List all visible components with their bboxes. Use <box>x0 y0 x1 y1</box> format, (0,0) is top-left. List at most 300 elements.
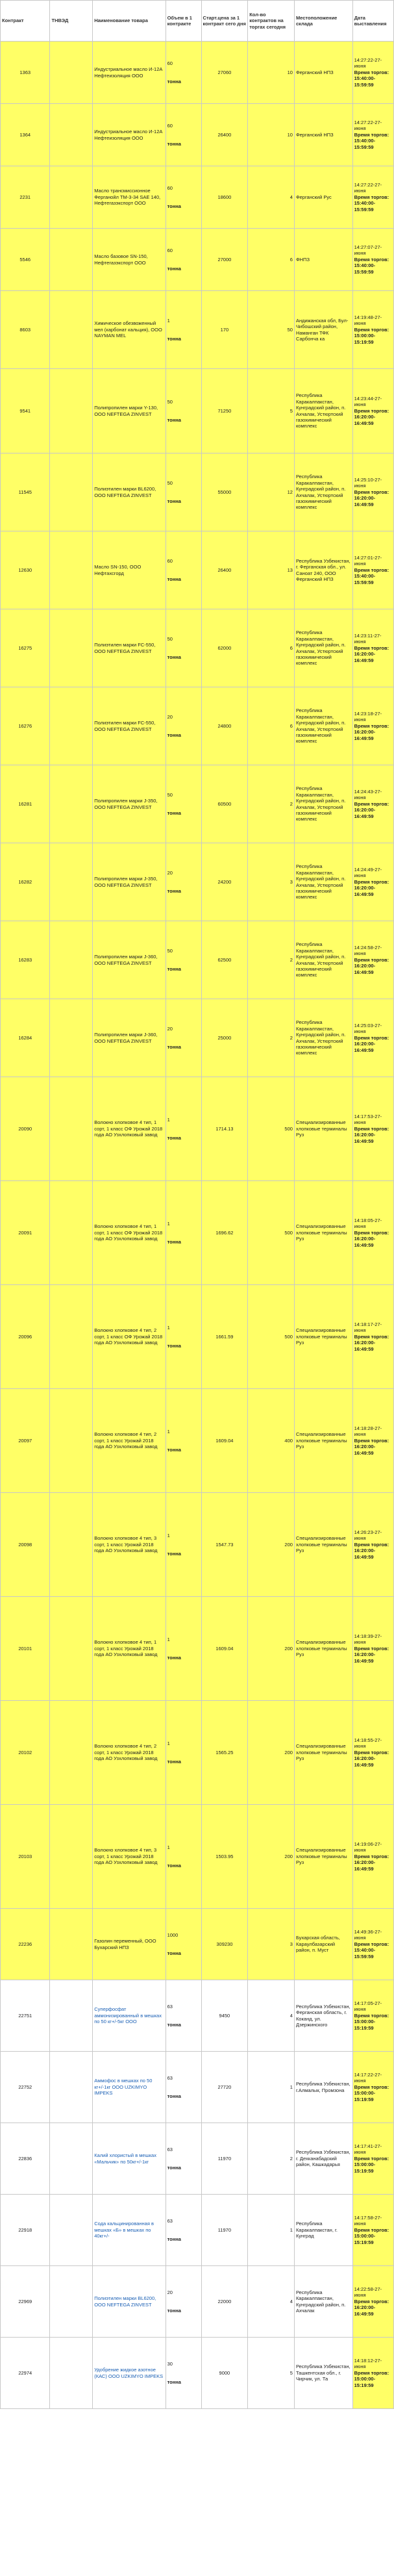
contract-count-value: 10 <box>287 131 293 138</box>
contract-count-value: 500 <box>284 1125 293 1132</box>
trading-time-label: Время торгов: <box>354 131 389 138</box>
trading-time-label: Время торгов: <box>354 1229 389 1236</box>
cell-date <box>352 1701 393 1805</box>
product-name-link[interactable]: Полиэтилен марки BL6200, ООО NEFTEGA ZINVEST <box>94 486 156 498</box>
contract-count-value: 1 <box>289 2226 293 2233</box>
cell-location <box>294 609 352 687</box>
table-row[interactable] <box>1 1181 394 1285</box>
product-name-link[interactable]: Удобрение жидкое азотное (КАС) ООО UZKIMYO IMPEKS <box>94 2367 164 2379</box>
volume-unit: тонна <box>167 498 181 504</box>
start-price-value: 27060 <box>217 69 232 75</box>
contract-count-value: 12 <box>287 489 293 495</box>
table-row[interactable] <box>1 609 394 687</box>
product-name-link[interactable]: Полипропилен марки J-360, ООО NEFTEGA ZINVEST <box>94 954 158 966</box>
cell-start-price <box>201 687 248 765</box>
product-name-link[interactable]: Полиэтилен марки FC-550, ООО NEFTEGA ZINVEST <box>94 642 156 654</box>
listing-datetime: 14:17:53-27-июня <box>354 1113 382 1126</box>
cell-contract <box>1 1597 50 1701</box>
cell-tnved <box>50 1389 93 1493</box>
start-price-value: 1609.04 <box>215 1437 234 1444</box>
product-name-link[interactable]: Полипропилен марки J-350, ООО NEFTEGA ZINVEST <box>94 876 158 888</box>
volume-unit: тонна <box>167 265 181 272</box>
table-row[interactable] <box>1 1493 394 1597</box>
table-row[interactable] <box>1 166 394 229</box>
cell-start-price <box>201 229 248 291</box>
cell-tnved <box>50 843 93 921</box>
trading-time-label: Время торгов: <box>354 2298 389 2304</box>
cell-volume <box>166 1389 201 1493</box>
trading-time-value: 16:20:00-16:49:59 <box>354 1236 376 1248</box>
cell-name[interactable] <box>93 531 166 609</box>
warehouse-location: Республика Узбекистан, г. Ферганская обл., ул. Саноат 240, ООО Ферганский НПЗ <box>295 557 351 582</box>
cell-name[interactable] <box>93 1805 166 1909</box>
volume-value: 1000 <box>167 1932 179 1939</box>
product-name-link[interactable]: Полипропилен марки J-360, ООО NEFTEGA ZINVEST <box>94 1032 158 1044</box>
product-name-link[interactable]: Полипропилен марки Y-130, ООО NEFTEGA ZINVEST <box>94 405 158 417</box>
listing-datetime: 14:22:58-27-июня <box>354 2286 382 2299</box>
start-price-value: 55000 <box>217 489 232 495</box>
warehouse-location: Республика Каракалпакстан, Кунградский район, п. Ахчалак, Устюртский газохимический комплекс <box>295 1019 346 1056</box>
cell-location <box>294 1909 352 1980</box>
col-header-volume[interactable]: Объем в 1 контракте <box>166 1 201 42</box>
warehouse-location: Специализированные хлопковые терминалы Руз <box>295 1639 347 1658</box>
product-name-link[interactable]: Волокно хлопковое 4 тип, 1 сорт, 1 класс ОФ Урожай 2018 года АО Узхлопковый завод <box>94 1119 163 1138</box>
start-price-value: 1547.73 <box>215 1541 234 1548</box>
cell-volume <box>166 1909 201 1980</box>
cell-count <box>248 1597 295 1701</box>
cell-start-price <box>201 104 248 166</box>
trading-time-value: 16:20:00-16:49:59 <box>354 414 376 426</box>
listing-datetime: 14:17:22-27-июня <box>354 2071 382 2084</box>
table-row[interactable] <box>1 999 394 1077</box>
table-row[interactable] <box>1 229 394 291</box>
cell-tnved <box>50 1181 93 1285</box>
contract-number: 11545 <box>18 489 32 495</box>
cell-name[interactable] <box>93 687 166 765</box>
trading-time-label: Время торгов: <box>354 69 389 75</box>
trading-time-value: 15:40:00-15:59:59 <box>354 75 376 88</box>
cell-count <box>248 1701 295 1805</box>
cell-start-price <box>201 1701 248 1805</box>
product-name-link[interactable]: Волокно хлопковое 4 тип, 1 сорт, 1 класс ОФ Урожай 2018 года АО Узхлопковый завод <box>94 1223 163 1242</box>
cell-contract <box>1 687 50 765</box>
table-row[interactable] <box>1 2123 394 2195</box>
volume-value: 20 <box>167 2289 173 2296</box>
trading-time-label: Время торгов: <box>354 326 389 333</box>
cell-count <box>248 1805 295 1909</box>
cell-count <box>248 166 295 229</box>
product-name-link[interactable]: Волокно хлопковое 4 тип, 2 сорт, 1 класс Урожай 2018 года АО Узхлопковый завод <box>94 1743 158 1762</box>
start-price-value: 1609.04 <box>215 1645 234 1651</box>
table-row[interactable] <box>1 1077 394 1181</box>
warehouse-location: Республика Узбекистан, г. Дехканабадский район, Кашкадарья <box>295 2149 351 2168</box>
volume-unit: тонна <box>167 654 181 660</box>
cell-location <box>294 531 352 609</box>
contract-number: 16282 <box>18 878 32 885</box>
cell-volume <box>166 42 201 104</box>
cell-location <box>294 687 352 765</box>
contract-count-value: 200 <box>284 1541 293 1548</box>
volume-unit: тонна <box>167 2378 181 2385</box>
listing-datetime: 14:18:05-27-июня <box>354 1217 382 1230</box>
contract-count-value: 200 <box>284 1645 293 1651</box>
cell-location <box>294 42 352 104</box>
trading-time-value: 16:20:00-16:49:59 <box>354 1340 376 1352</box>
cell-name[interactable] <box>93 765 166 843</box>
trading-time-value: 15:00:00-15:19:59 <box>354 2090 376 2102</box>
cell-count <box>248 2338 295 2409</box>
table-row[interactable] <box>1 369 394 453</box>
contract-number: 20091 <box>18 1229 32 1236</box>
contract-number: 22751 <box>18 2012 32 2019</box>
product-name-link[interactable]: Калий хлористый в мешках «Мальчик» по 50кг+/-1кг <box>94 2152 156 2165</box>
table-row[interactable] <box>1 1389 394 1493</box>
volume-unit: тонна <box>167 2093 181 2099</box>
cell-tnved <box>50 1077 93 1181</box>
cell-contract <box>1 291 50 369</box>
cell-count <box>248 531 295 609</box>
table-row[interactable] <box>1 1980 394 2052</box>
cell-name[interactable] <box>93 609 166 687</box>
table-header-row <box>1 1 394 42</box>
contract-number: 20097 <box>18 1437 32 1444</box>
volume-value: 1 <box>167 1741 170 1747</box>
cell-tnved <box>50 765 93 843</box>
table-row[interactable] <box>1 687 394 765</box>
cell-contract <box>1 609 50 687</box>
cell-volume <box>166 2052 201 2123</box>
table-row[interactable] <box>1 921 394 999</box>
volume-value: 50 <box>167 792 173 798</box>
cell-location <box>294 999 352 1077</box>
cell-name[interactable] <box>93 2338 166 2409</box>
cell-name[interactable] <box>93 1077 166 1181</box>
cell-contract <box>1 1285 50 1389</box>
cell-contract <box>1 531 50 609</box>
cell-tnved <box>50 921 93 999</box>
cell-tnved <box>50 1597 93 1701</box>
product-name-link[interactable]: Индустриальное масло И-12А Нефтеизоляция ООО <box>94 129 163 141</box>
trading-time-value: 16:20:00-16:49:59 <box>354 1132 376 1144</box>
volume-unit: тонна <box>167 810 181 816</box>
start-price-value: 170 <box>220 326 229 333</box>
volume-value: 60 <box>167 185 173 192</box>
cell-name[interactable] <box>93 369 166 453</box>
cell-count <box>248 1493 295 1597</box>
cell-start-price <box>201 1077 248 1181</box>
volume-value: 50 <box>167 636 173 643</box>
listing-datetime: 14:18:28-27-июня <box>354 1425 382 1438</box>
cell-date <box>352 2052 393 2123</box>
cell-location <box>294 1805 352 1909</box>
start-price-value: 62000 <box>217 644 232 651</box>
warehouse-location: Республика Узбекистан, г.Алмалык, Промзона <box>295 2081 351 2093</box>
col-header-date[interactable]: Дата выставления <box>352 1 393 42</box>
cell-location <box>294 1701 352 1805</box>
contract-count-value: 200 <box>284 1749 293 1755</box>
start-price-value: 60500 <box>217 800 232 807</box>
trading-time-value: 15:00:00-15:19:59 <box>354 2376 376 2388</box>
table-row[interactable] <box>1 1805 394 1909</box>
cell-name[interactable] <box>93 229 166 291</box>
cell-start-price <box>201 369 248 453</box>
contract-count-value: 400 <box>284 1437 293 1444</box>
contract-number: 20096 <box>18 1333 32 1340</box>
volume-unit: тонна <box>167 1950 181 1956</box>
cell-name[interactable] <box>93 1285 166 1389</box>
volume-value: 30 <box>167 2361 173 2367</box>
contract-number: 20102 <box>18 1749 32 1755</box>
cell-tnved <box>50 2195 93 2266</box>
start-price-value: 27000 <box>217 256 232 262</box>
trading-time-label: Время торгов: <box>354 2226 389 2233</box>
start-price-value: 71250 <box>217 407 232 414</box>
trading-time-label: Время торгов: <box>354 1437 389 1444</box>
col-header-location[interactable]: Местоположение склада <box>294 1 352 42</box>
cell-tnved <box>50 291 93 369</box>
trading-time-label: Время торгов: <box>354 1645 389 1651</box>
product-name-link[interactable]: Масло трансмиссионное Ферганойл ТМ-3-34 SAE 140, Нефтегазэкспорт ООО <box>94 188 161 207</box>
cell-volume <box>166 999 201 1077</box>
start-price-value: 9000 <box>219 2369 230 2376</box>
contract-count-value: 5 <box>289 2369 293 2376</box>
cell-name[interactable] <box>93 1701 166 1805</box>
cell-tnved <box>50 531 93 609</box>
start-price-value: 309230 <box>216 1941 233 1947</box>
volume-unit: тонна <box>167 78 181 84</box>
start-price-value: 27720 <box>217 2084 232 2090</box>
contract-number: 16283 <box>18 956 32 963</box>
volume-value: 50 <box>167 948 173 954</box>
start-price-value: 11970 <box>217 2155 232 2162</box>
start-price-value: 1696.62 <box>215 1229 234 1236</box>
col-header-name[interactable]: Наименование товара <box>93 1 166 42</box>
cell-location <box>294 1389 352 1493</box>
cell-start-price <box>201 921 248 999</box>
product-name-link[interactable]: Масло SN-150, ООО Нефтахсгорд <box>94 564 142 576</box>
cell-start-price <box>201 1805 248 1909</box>
cell-tnved <box>50 999 93 1077</box>
warehouse-location: ФНПЗ <box>295 256 310 262</box>
cell-name[interactable] <box>93 921 166 999</box>
cell-location <box>294 843 352 921</box>
contract-number: 8603 <box>19 326 31 333</box>
product-name-link[interactable]: Сода кальцинированная в мешках «Б» в мешках по 40кг+/- <box>94 2221 154 2239</box>
cell-tnved <box>50 369 93 453</box>
product-name-link[interactable]: Волокно хлопковое 4 тип, 2 сорт, 1 класс Урожай 2018 года АО Узхлопковый завод <box>94 1431 158 1450</box>
cell-name[interactable] <box>93 999 166 1077</box>
start-price-value: 11970 <box>217 2226 232 2233</box>
cell-name[interactable] <box>93 2195 166 2266</box>
product-name-link[interactable]: Масло базовое SN-150, Нефтегазэкспорт ООО <box>94 253 148 266</box>
col-header-start-price[interactable]: Старт.цена за 1 контракт сего дня <box>201 1 248 42</box>
cell-name[interactable] <box>93 1181 166 1285</box>
listing-datetime: 14:18:55-27-июня <box>354 1737 382 1750</box>
warehouse-location: Бухарская область, Караулбазарский район, п. Муст <box>295 1935 340 1954</box>
cell-location <box>294 921 352 999</box>
contract-count-value: 3 <box>289 1941 293 1947</box>
start-price-value: 25000 <box>217 1034 232 1041</box>
cell-contract <box>1 369 50 453</box>
table-body <box>1 42 394 2409</box>
cell-tnved <box>50 609 93 687</box>
cell-volume <box>166 1805 201 1909</box>
volume-unit: тонна <box>167 1758 181 1765</box>
product-name-link[interactable]: Индустриальное масло И-12А Нефтеизоляция ООО <box>94 66 163 79</box>
table-row[interactable] <box>1 2195 394 2266</box>
cell-name[interactable] <box>93 166 166 229</box>
cell-contract <box>1 921 50 999</box>
cell-name[interactable] <box>93 1909 166 1980</box>
cell-tnved <box>50 166 93 229</box>
cell-name[interactable] <box>93 453 166 531</box>
trading-time-value: 16:20:00-16:49:59 <box>354 1755 376 1768</box>
volume-unit: тонна <box>167 732 181 738</box>
table-row[interactable] <box>1 1597 394 1701</box>
cell-name[interactable] <box>93 843 166 921</box>
cell-name[interactable] <box>93 104 166 166</box>
product-name-link[interactable]: Суперфосфат аммонизированный в мешках по 50 кг+/-5кг ООО <box>94 2006 162 2025</box>
table-row[interactable] <box>1 2338 394 2409</box>
volume-unit: тонна <box>167 335 181 342</box>
cell-date <box>352 1980 393 2052</box>
volume-value: 50 <box>167 480 173 487</box>
warehouse-location: Республика Каракалпакстан, Кунградский район, п. Ахчалак <box>295 2289 346 2314</box>
contract-count-value: 13 <box>287 567 293 573</box>
trading-time-value: 15:00:00-15:19:59 <box>354 2233 376 2245</box>
table-row[interactable] <box>1 1701 394 1805</box>
cell-contract <box>1 843 50 921</box>
cell-name[interactable] <box>93 2266 166 2338</box>
table-row[interactable] <box>1 1909 394 1980</box>
contract-number: 12630 <box>18 567 32 573</box>
cell-contract <box>1 2338 50 2409</box>
product-name-link[interactable]: Волокно хлопковое 4 тип, 3 сорт, 1 класс Урожай 2018 года АО Узхлопковый завод <box>94 1535 158 1554</box>
volume-unit: тонна <box>167 416 181 423</box>
trading-time-label: Время торгов: <box>354 1034 389 1041</box>
cell-location <box>294 291 352 369</box>
contract-number: 20101 <box>18 1645 32 1651</box>
cell-date <box>352 609 393 687</box>
contract-number: 20103 <box>18 1853 32 1859</box>
cell-tnved <box>50 2338 93 2409</box>
product-name-link[interactable]: Полиэтилен марки FC-550, ООО NEFTEGA ZINVEST <box>94 720 156 732</box>
cell-contract <box>1 229 50 291</box>
contract-number: 9541 <box>19 407 31 414</box>
table-row[interactable] <box>1 453 394 531</box>
warehouse-location: Республика Каракалпакстан, Кунградский район, п. Ахчалак, Устюртский газохимический комплекс <box>295 630 346 667</box>
cell-location <box>294 229 352 291</box>
contract-count-value: 500 <box>284 1333 293 1340</box>
trading-time-value: 16:20:00-16:49:59 <box>354 651 376 663</box>
listing-datetime: 14:19:06-27-июня <box>354 1841 382 1854</box>
contract-count-value: 3 <box>289 878 293 885</box>
cell-location <box>294 2123 352 2195</box>
cell-tnved <box>50 229 93 291</box>
col-header-count[interactable]: Кол-во контрактов на торгах сегодня <box>248 1 295 42</box>
table-row[interactable] <box>1 2266 394 2338</box>
cell-count <box>248 2052 295 2123</box>
cell-name[interactable] <box>93 1980 166 2052</box>
cell-volume <box>166 609 201 687</box>
trading-time-value: 16:20:00-16:49:59 <box>354 1548 376 1560</box>
cell-name[interactable] <box>93 2052 166 2123</box>
contract-number: 20098 <box>18 1541 32 1548</box>
cell-count <box>248 42 295 104</box>
cell-count <box>248 999 295 1077</box>
product-name-link[interactable]: Полиэтилен марки BL6200, ООО NEFTEGA ZINVEST <box>94 2295 156 2308</box>
cell-start-price <box>201 1285 248 1389</box>
trading-time-label: Время торгов: <box>354 407 389 414</box>
table-row[interactable] <box>1 2052 394 2123</box>
product-name-link[interactable]: Аммофос в мешках по 50 кг+/-1кг ООО UZKIMYO IMPEKS <box>94 2078 153 2097</box>
table-row[interactable] <box>1 291 394 369</box>
cell-volume <box>166 1493 201 1597</box>
volume-unit: тонна <box>167 1342 181 1349</box>
trading-time-value: 15:00:00-15:19:59 <box>354 2162 376 2174</box>
trading-time-label: Время торгов: <box>354 1749 389 1755</box>
product-name-link[interactable]: Полипропилен марки J-350, ООО NEFTEGA ZINVEST <box>94 798 158 810</box>
warehouse-location: Ферганский Рус <box>295 194 332 200</box>
cell-count <box>248 843 295 921</box>
trading-time-label: Время торгов: <box>354 194 389 200</box>
cell-date <box>352 1493 393 1597</box>
trading-time-value: 16:20:00-16:49:59 <box>354 807 376 819</box>
cell-tnved <box>50 453 93 531</box>
cell-volume <box>166 921 201 999</box>
cell-count <box>248 1077 295 1181</box>
col-header-tnved[interactable]: ТНВЭД <box>50 1 93 42</box>
table-row[interactable] <box>1 765 394 843</box>
cell-count <box>248 1389 295 1493</box>
product-name-link[interactable]: Газолин переменный, ООО Бухарский НПЗ <box>94 1938 156 1950</box>
contract-count-value: 50 <box>287 326 293 333</box>
table-row[interactable] <box>1 531 394 609</box>
cell-start-price <box>201 2052 248 2123</box>
cell-name[interactable] <box>93 291 166 369</box>
table-row[interactable] <box>1 1285 394 1389</box>
cell-name[interactable] <box>93 1597 166 1701</box>
cell-contract <box>1 1077 50 1181</box>
cell-name[interactable] <box>93 1493 166 1597</box>
cell-volume <box>166 531 201 609</box>
col-header-contract[interactable]: Контракт <box>1 1 50 42</box>
contract-count-value: 4 <box>289 194 293 200</box>
table-row[interactable] <box>1 843 394 921</box>
volume-unit: тонна <box>167 1654 181 1661</box>
table-row[interactable] <box>1 42 394 104</box>
product-name-link[interactable]: Волокно хлопковое 4 тип, 3 сорт, 1 класс Урожай 2018 года АО Узхлопковый завод <box>94 1847 158 1866</box>
cell-volume <box>166 291 201 369</box>
start-price-value: 1714.13 <box>215 1125 234 1132</box>
cell-start-price <box>201 2123 248 2195</box>
cell-location <box>294 1181 352 1285</box>
volume-value: 60 <box>167 248 173 254</box>
volume-unit: тонна <box>167 203 181 209</box>
table-row[interactable] <box>1 104 394 166</box>
cell-name[interactable] <box>93 2123 166 2195</box>
cell-name[interactable] <box>93 1389 166 1493</box>
cell-count <box>248 1980 295 2052</box>
product-name-link[interactable]: Волокно хлопковое 4 тип, 2 сорт, 1 класс ОФ Урожай 2018 года АО Узхлопковый завод <box>94 1327 163 1346</box>
cell-name[interactable] <box>93 42 166 104</box>
cell-tnved <box>50 2123 93 2195</box>
product-name-link[interactable]: Волокно хлопковое 4 тип, 1 сорт, 1 класс Урожай 2018 года АО Узхлопковый завод <box>94 1639 158 1658</box>
product-name-link[interactable]: Химическое обезвоженный мел (карбонат кальция), ООО NAYMAN MEL <box>94 320 162 339</box>
cell-start-price <box>201 291 248 369</box>
warehouse-location: Республика Каракалпакстан, Кунградский район, п. Ахчалак, Устюртский газохимический комплекс <box>295 708 346 745</box>
warehouse-location: Специализированные хлопковые терминалы Руз <box>295 1119 347 1138</box>
